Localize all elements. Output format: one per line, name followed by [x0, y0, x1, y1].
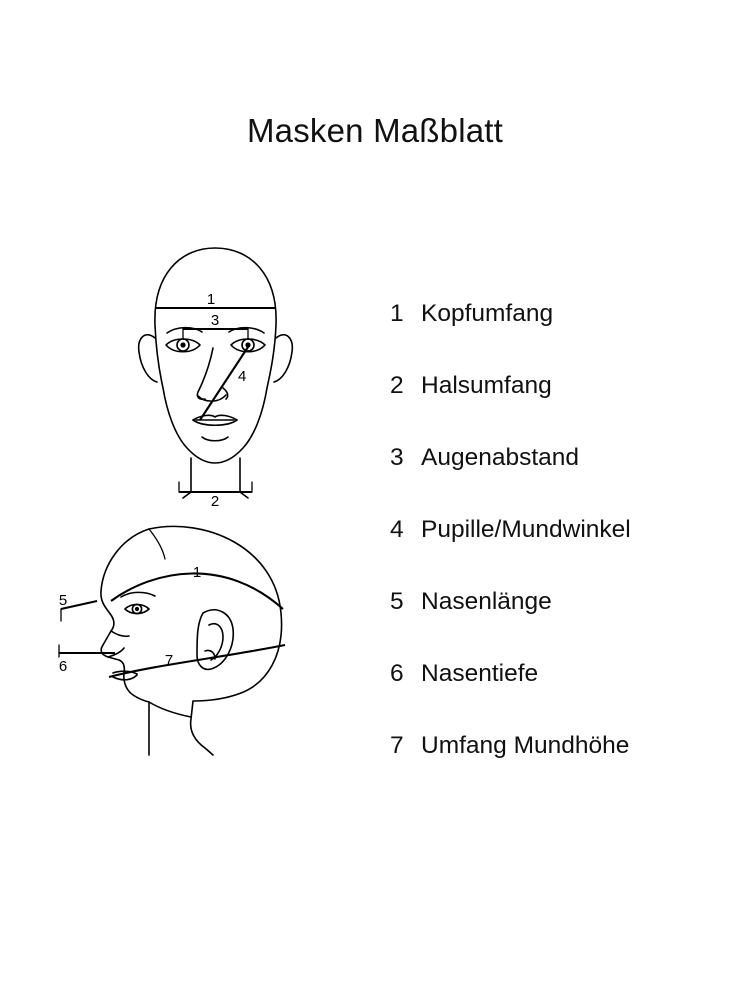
legend-item [390, 516, 730, 588]
legend-item [390, 732, 730, 804]
marker-7-side: 7 [164, 652, 174, 669]
legend-item [390, 444, 730, 516]
legend-item-number: 5 [390, 588, 404, 615]
marker-5-side: 5 [58, 592, 68, 609]
legend-list [390, 300, 730, 804]
front-view-svg [95, 230, 345, 515]
front-view-head-diagram [95, 230, 345, 515]
side-view-head-diagram [45, 505, 345, 765]
marker-4-front: 4 [238, 368, 247, 385]
legend-item-label: Umfang Mundhöhe [421, 732, 630, 759]
legend-item-label: Kopfumfang [421, 300, 554, 327]
marker-3-front: 3 [210, 312, 220, 329]
marker-6-side: 6 [58, 658, 68, 675]
side-view-svg [45, 505, 345, 765]
legend-item-number: 2 [390, 372, 404, 399]
legend-item-number: 3 [390, 444, 404, 471]
legend-item-label: Halsumfang [421, 372, 552, 399]
page-title: Masken Maßblatt [246, 112, 504, 149]
legend-item-number: 4 [390, 516, 404, 543]
legend-item-number: 1 [390, 300, 404, 327]
marker-2-front: 2 [210, 493, 220, 510]
legend-item-number: 7 [390, 732, 404, 759]
legend-item-label: Augenabstand [421, 444, 580, 471]
legend-item-number: 6 [390, 660, 404, 687]
legend-item [390, 660, 730, 732]
marker-1-front: 1 [206, 291, 216, 308]
legend-item-label: Nasenlänge [421, 588, 552, 615]
legend-item-label: Pupille/Mundwinkel [421, 516, 631, 543]
legend-item [390, 300, 730, 372]
marker-1-side: 1 [192, 564, 202, 581]
legend-item [390, 372, 730, 444]
legend-item [390, 588, 730, 660]
legend-item-label: Nasentiefe [421, 660, 539, 687]
